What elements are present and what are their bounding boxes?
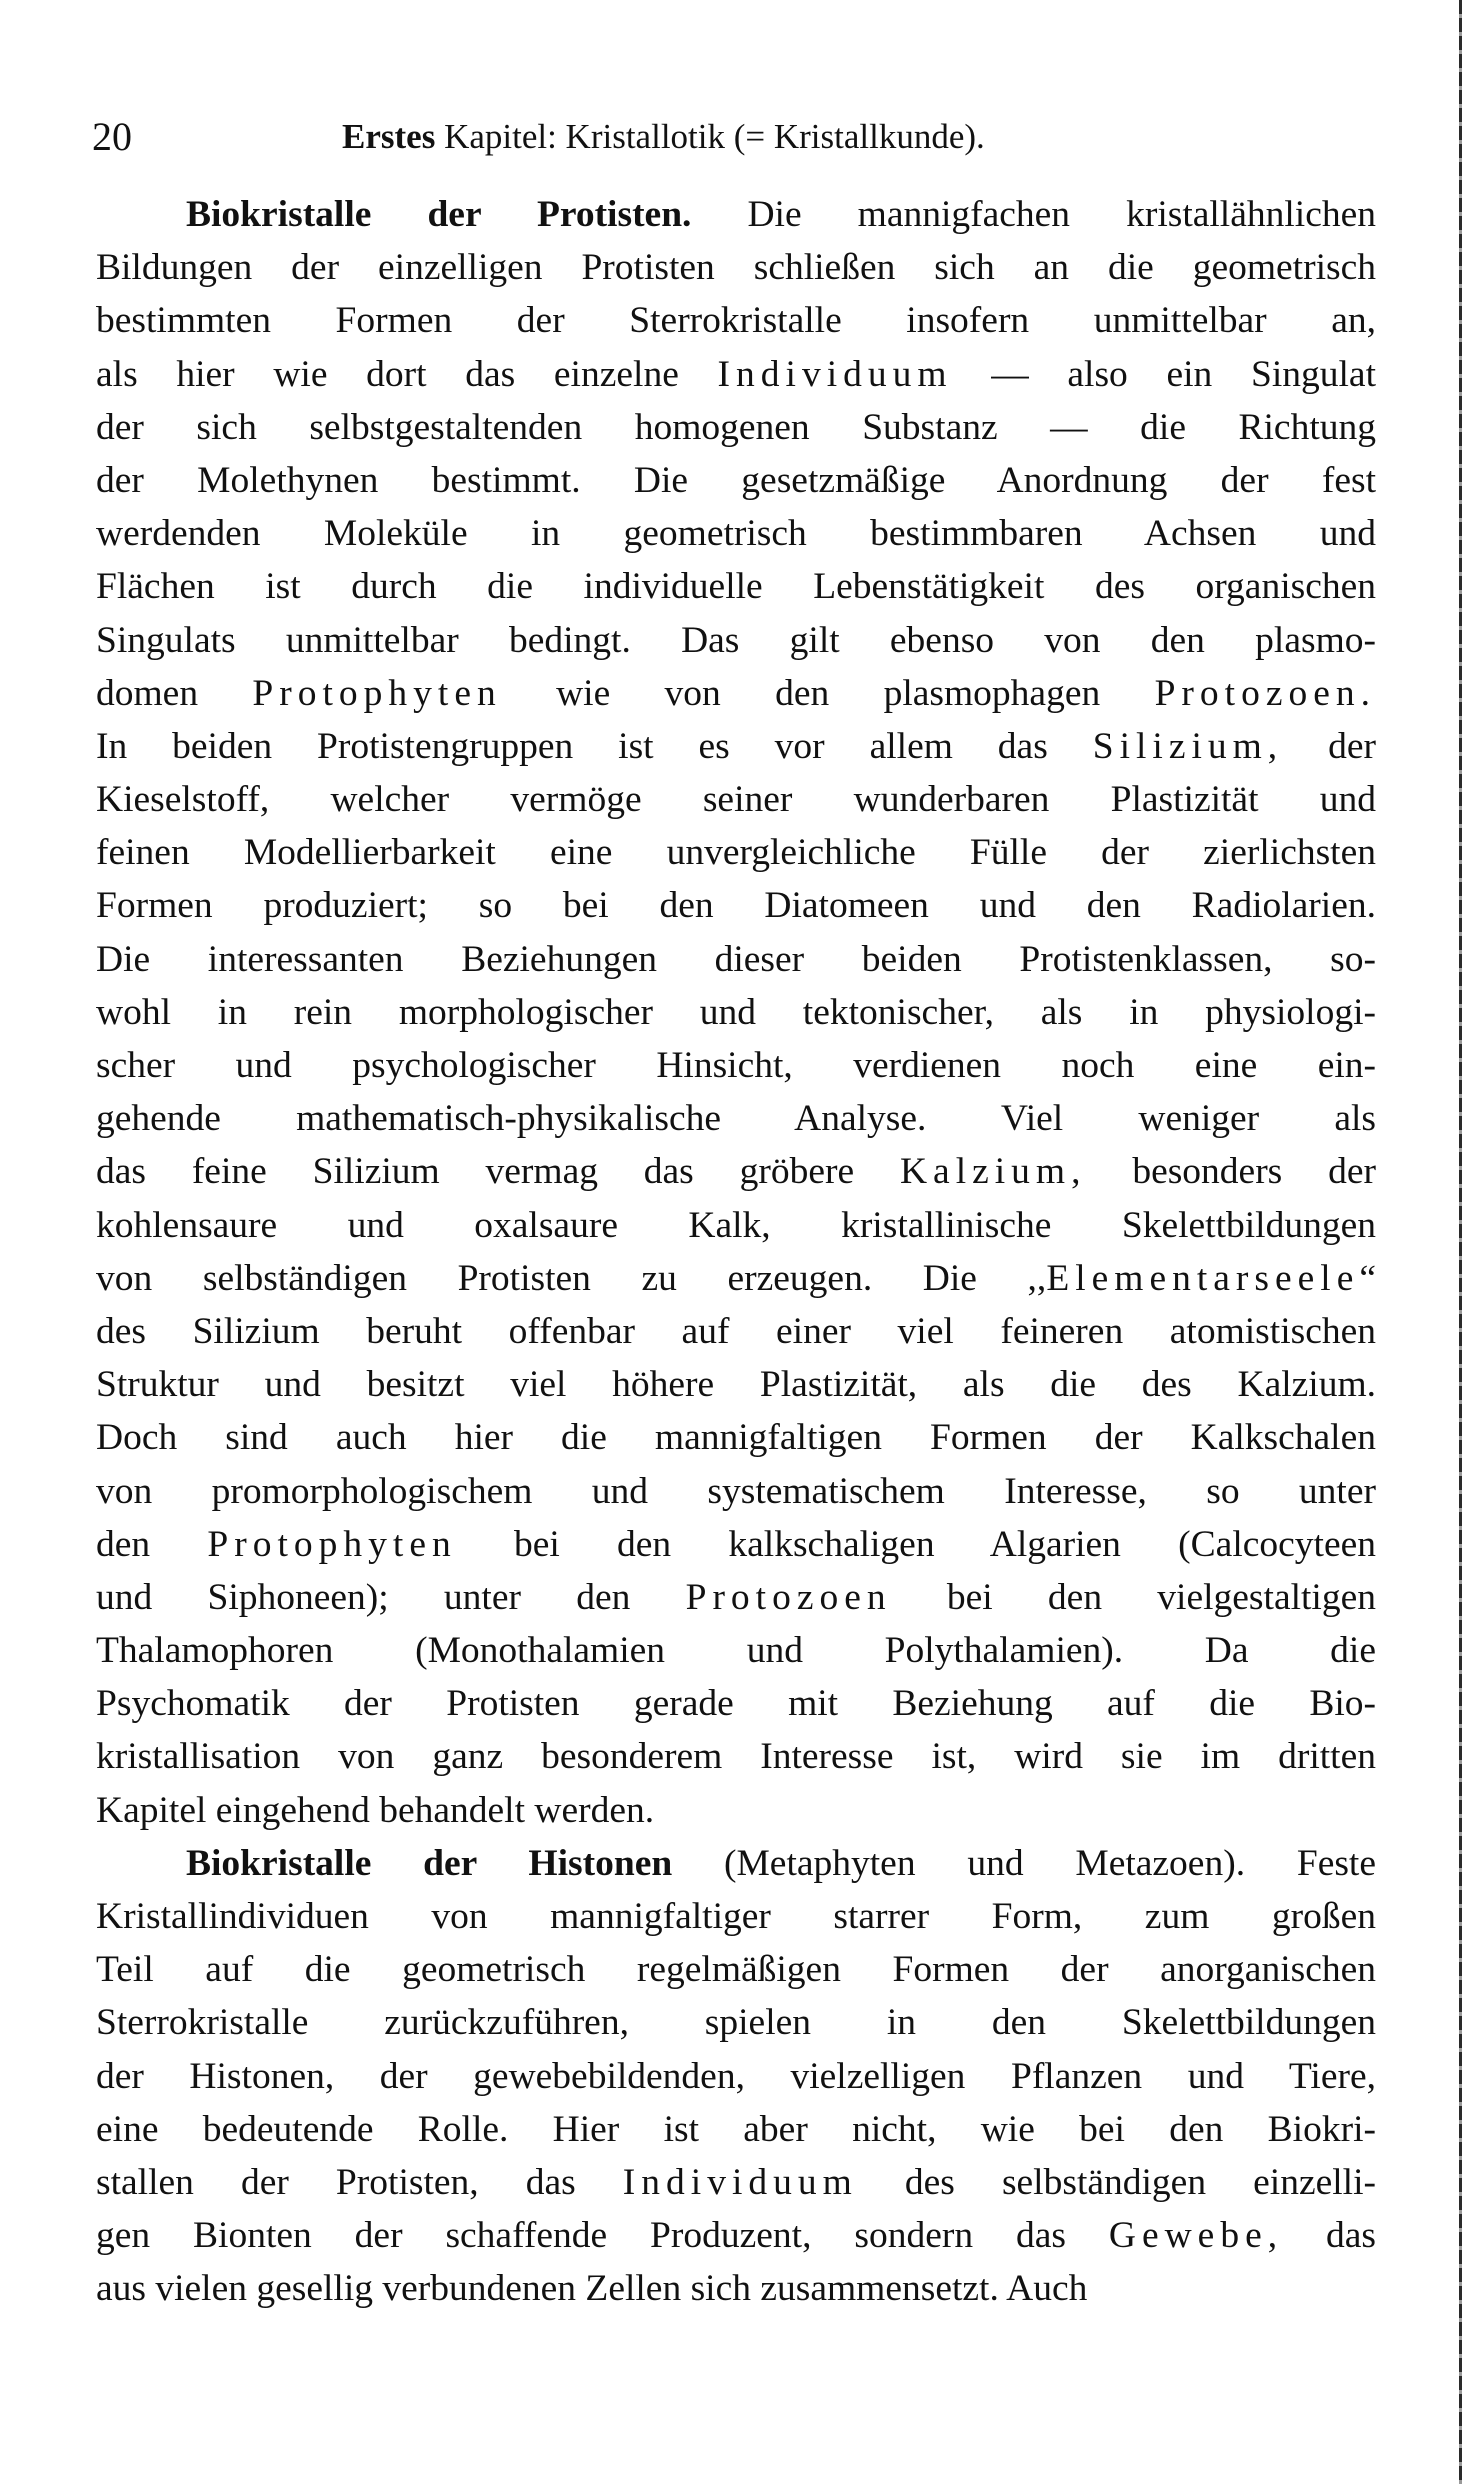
chapter-title-part2: Kapitel: Kristallotik (= Kristallkunde). xyxy=(435,117,985,156)
text-run: Bildungen der einzelligen Protisten schließen sich an die geometrisch xyxy=(96,247,1376,289)
text-line xyxy=(96,188,1376,241)
text-run: das xyxy=(1283,2215,1376,2257)
text-run: Flächen ist durch die individuelle Lebenstätigkeit des organischen xyxy=(96,566,1376,608)
text-run: aus vielen gesellig verbundenen Zellen sich zusammensetzt. Auch xyxy=(96,2268,1088,2310)
text-run: als hier wie dort das einzelne xyxy=(96,353,718,395)
text-run: der Histonen, der gewebebildenden, vielzelligen Pflanzen und Tiere, xyxy=(96,2055,1376,2097)
text-run: besonders der xyxy=(1086,1151,1376,1193)
text-run: von selbständigen Protisten zu erzeugen. Die ,, xyxy=(96,1257,1047,1299)
section-heading: Biokristalle der Protisten. xyxy=(186,194,692,235)
paragraph xyxy=(96,188,1376,1837)
emphasized-term: Individuum xyxy=(622,2161,858,2203)
text-run: Formen produziert; so bei den Diatomeen und den Radiolarien. xyxy=(96,885,1376,927)
text-line xyxy=(96,560,1376,613)
text-line xyxy=(96,2156,1376,2209)
text-run: Kieselstoff, welcher vermöge seiner wunderbaren Plastizität und xyxy=(96,779,1376,821)
emphasized-term: Silizium, xyxy=(1092,725,1284,767)
emphasized-term: Kalzium, xyxy=(899,1151,1087,1193)
text-run: Psychomatik der Protisten gerade mit Beziehung auf die Bio- xyxy=(96,1683,1376,1725)
emphasized-term: Protozoen xyxy=(685,1576,892,1618)
text-line xyxy=(96,1411,1376,1464)
text-run: Singulats unmittelbar bedingt. Das gilt ebenso von den plasmo- xyxy=(96,619,1376,661)
text-run: kristallisation von ganz besonderem Interesse ist, wird sie im dritten xyxy=(96,1736,1376,1778)
text-line xyxy=(96,294,1376,347)
text-run: gehende mathematisch-physikalische Analyse. Viel weniger als xyxy=(96,1098,1376,1140)
text-line xyxy=(96,1677,1376,1730)
text-run: Kristallindividuen von mannigfaltiger starrer Form, zum großen xyxy=(96,1896,1376,1937)
text-run: scher und psychologischer Hinsicht, verdienen noch eine ein- xyxy=(96,1045,1376,1086)
text-line xyxy=(96,1305,1376,1358)
text-run: Sterrokristalle zurückzuführen, spielen in den Skelettbildungen xyxy=(96,2002,1376,2044)
paragraph xyxy=(96,1837,1376,2316)
text-line xyxy=(96,1624,1376,1677)
text-run: Thalamophoren (Monothalamien und Polythalamien). Da die xyxy=(96,1630,1376,1672)
emphasized-term: Elementarseele xyxy=(1046,1257,1360,1299)
text-line xyxy=(96,1358,1376,1411)
text-line xyxy=(96,2209,1376,2262)
text-line xyxy=(96,1518,1376,1571)
chapter-title-part1: Erstes xyxy=(342,117,436,156)
body-text xyxy=(96,188,1376,2316)
text-line xyxy=(96,1145,1376,1198)
emphasized-term: Individuum xyxy=(717,353,953,395)
text-run: gen Bionten der schaffende Produzent, sondern das xyxy=(96,2215,1109,2257)
text-run: “ xyxy=(1359,1257,1376,1299)
text-line xyxy=(96,1943,1376,1996)
section-heading: Biokristalle der Histonen xyxy=(186,1842,673,1884)
text-run: der Molethynen bestimmt. Die gesetzmäßige Anordnung der fest xyxy=(96,459,1376,501)
text-run: werdenden Moleküle in geometrisch bestimmbaren Achsen und xyxy=(96,513,1376,555)
text-run: In beiden Protistengruppen ist es vor allem das xyxy=(96,725,1093,767)
text-line xyxy=(96,1571,1376,1624)
text-run: Die interessanten Beziehungen dieser beiden Protistenklassen, so- xyxy=(96,938,1376,980)
text-run: domen xyxy=(96,672,253,714)
text-run: (Metaphyten und Metazoen). Feste xyxy=(672,1842,1376,1884)
text-line xyxy=(96,2050,1376,2103)
text-line xyxy=(96,1252,1376,1305)
text-run: Teil auf die geometrisch regelmäßigen Formen der anorganischen xyxy=(96,1949,1376,1991)
text-line xyxy=(96,720,1376,773)
text-line xyxy=(96,2262,1376,2315)
text-run: bestimmten Formen der Sterrokristalle insofern unmittelbar an, xyxy=(96,300,1376,342)
text-line xyxy=(96,1784,1376,1837)
text-run: das feine Silizium vermag das gröbere xyxy=(96,1151,900,1193)
text-line xyxy=(96,1039,1376,1092)
text-run: — also ein Singulat xyxy=(952,353,1376,395)
text-line xyxy=(96,986,1376,1039)
text-line xyxy=(96,1092,1376,1145)
text-line xyxy=(96,348,1376,401)
text-run: feinen Modellierbarkeit eine unvergleichliche Fülle der zierlichsten xyxy=(96,832,1376,874)
text-line xyxy=(96,241,1376,294)
text-line xyxy=(96,826,1376,879)
running-head xyxy=(92,112,1382,162)
text-line xyxy=(96,1837,1376,1890)
text-line xyxy=(96,879,1376,932)
text-run: des Silizium beruht offenbar auf einer viel feineren atomistischen xyxy=(96,1310,1376,1352)
text-run: den xyxy=(96,1523,208,1565)
text-run: der xyxy=(1283,725,1376,767)
text-run: Struktur und besitzt viel höhere Plastizität, als die des Kalzium. xyxy=(96,1364,1376,1406)
chapter-title xyxy=(342,112,985,162)
emphasized-term: Protophyten xyxy=(207,1523,457,1565)
text-run: und Siphoneen); unter den xyxy=(96,1576,686,1618)
emphasized-term: Gewebe, xyxy=(1108,2215,1284,2257)
text-run: des selbständigen einzelli- xyxy=(857,2161,1376,2203)
text-run: bei den kalkschaligen Algarien (Calcocyteen xyxy=(456,1523,1376,1565)
text-line xyxy=(96,2103,1376,2156)
text-line xyxy=(96,1996,1376,2049)
text-run: der sich selbstgestaltenden homogenen Substanz — die Richtung xyxy=(96,406,1376,448)
text-line xyxy=(96,667,1376,720)
text-line xyxy=(96,454,1376,507)
text-line xyxy=(96,1730,1376,1783)
text-line xyxy=(96,773,1376,826)
text-line xyxy=(96,614,1376,667)
text-run: von promorphologischem und systematischem Interesse, so unter xyxy=(96,1470,1376,1512)
text-line xyxy=(96,507,1376,560)
text-line xyxy=(96,1890,1376,1943)
text-run: bei den vielgestaltigen xyxy=(891,1576,1376,1618)
text-run: Doch sind auch hier die mannigfaltigen Formen der Kalkschalen xyxy=(96,1417,1376,1459)
text-run: Kapitel eingehend behandelt werden. xyxy=(96,1789,655,1831)
text-run: wohl in rein morphologischer und tektonischer, als in physiologi- xyxy=(96,991,1376,1033)
page-number: 20 xyxy=(92,114,132,159)
page-edge-rule xyxy=(1459,0,1462,2484)
text-run: stallen der Protisten, das xyxy=(96,2161,623,2203)
text-line xyxy=(96,1199,1376,1252)
text-line xyxy=(96,933,1376,986)
text-run: kohlensaure und oxalsaure Kalk, kristallinische Skelettbildungen xyxy=(96,1204,1376,1246)
text-run: Die mannigfachen kristallähnlichen xyxy=(691,194,1376,235)
text-line xyxy=(96,401,1376,454)
text-run: eine bedeutende Rolle. Hier ist aber nicht, wie bei den Biokri- xyxy=(96,2108,1376,2150)
emphasized-term: Protozoen. xyxy=(1154,672,1376,714)
emphasized-term: Protophyten xyxy=(252,672,502,714)
text-line xyxy=(96,1465,1376,1518)
text-run: wie von den plasmophagen xyxy=(501,672,1155,714)
